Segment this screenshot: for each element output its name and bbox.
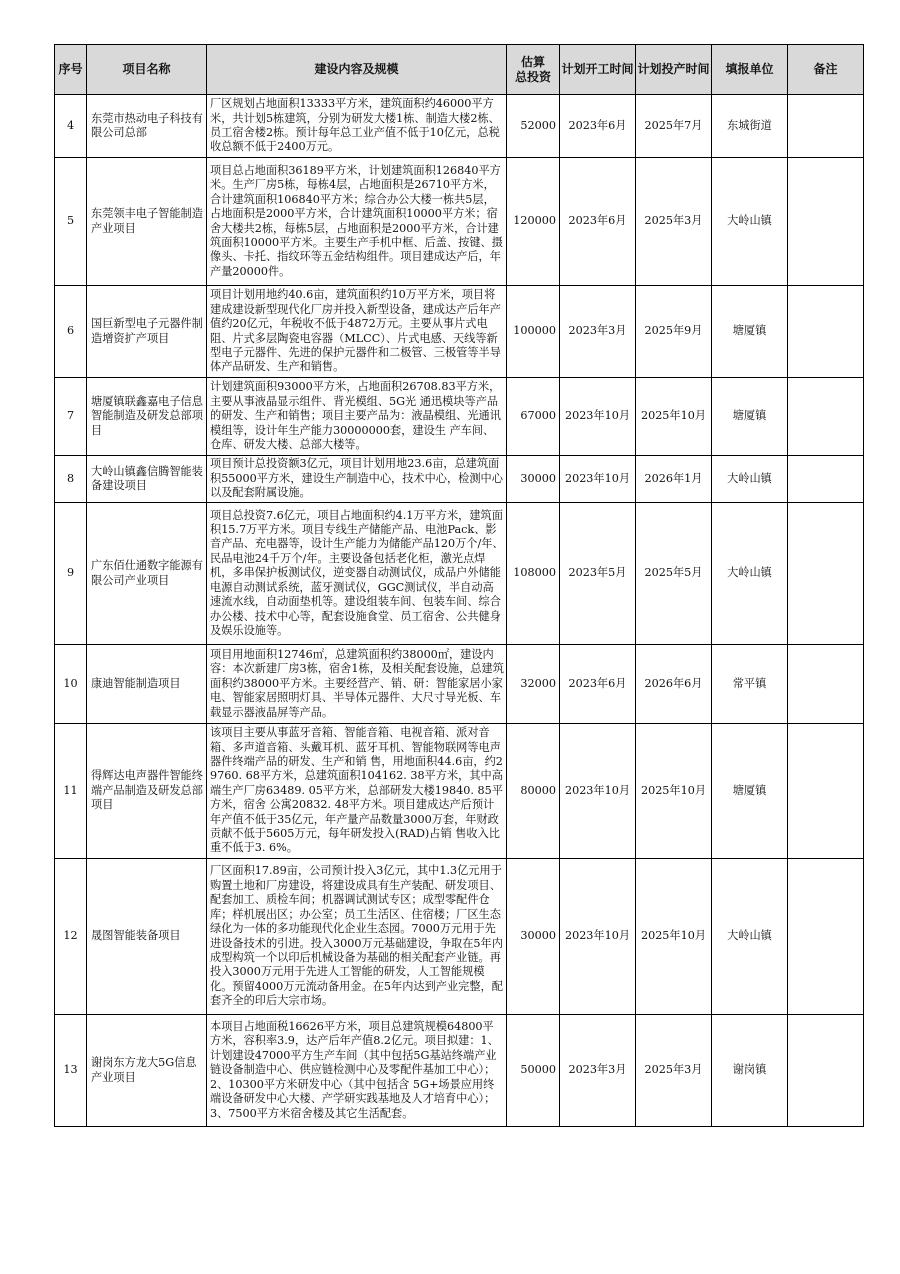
cell-remark (788, 286, 864, 378)
cell-unit: 大岭山镇 (712, 158, 788, 286)
table-row (55, 724, 864, 859)
cell-content: 该项目主要从事蓝牙音箱、智能音箱、电视音箱、派对音箱、多声道音箱、头戴耳机、蓝牙耳机、智能物联网等电声器件终端产品的研发、生产和销 售，用地面积44.6亩，约29760. 68平方米，总建筑面积104162. 38平方米，其中高端生产厂房63489. 05平方米，总部研发大楼19840. 85平方米，宿舍 公寓20832. 48平方米。项目建成达产后预计年产值不低于35亿元，年产量产品数量3000万套，年财政贡献不低于5605万元，每年研发投入(RAD)占销 售收入比重不低于3. 6%。 (207, 724, 507, 859)
cell-start: 2023年6月 (560, 95, 636, 158)
header-start: 计划开工时间 (560, 45, 636, 95)
cell-operation: 2025年9月 (636, 286, 712, 378)
cell-content: 计划建筑面积93000平方米，占地面积26708.83平方米，主要从事液晶显示组件、背光模组、5G光 通迅模块等产品的研发、生产和销售；项目主要产品为：液晶模组、光通讯模组等，设计年生产能力30000000套，建设生 产车间、仓库、研发大楼、总部大楼等。 (207, 378, 507, 456)
cell-content: 厂区规划占地面积13333平方米，建筑面积约46000平方米，共计划5栋建筑，分别为研发大楼1栋、制造大楼2栋、员工宿舍楼2栋。预计每年总工业产值不低于10亿元，总税收总额不低于2400万元。 (207, 95, 507, 158)
cell-project-name: 塘厦镇联鑫嘉电子信息智能制造及研发总部项目 (87, 378, 207, 456)
cell-remark (788, 645, 864, 724)
header-investment-line1: 估算 (520, 54, 545, 69)
cell-investment: 50000 (507, 1015, 560, 1127)
header-investment-line2: 总投资 (514, 69, 551, 84)
cell-investment: 32000 (507, 645, 560, 724)
cell-seq: 10 (55, 645, 87, 724)
cell-seq: 8 (55, 456, 87, 503)
cell-investment: 100000 (507, 286, 560, 378)
cell-start: 2023年6月 (560, 158, 636, 286)
table-row (55, 456, 864, 503)
cell-unit: 大岭山镇 (712, 859, 788, 1015)
cell-seq: 6 (55, 286, 87, 378)
cell-operation: 2025年3月 (636, 158, 712, 286)
table-row (55, 286, 864, 378)
cell-start: 2023年10月 (560, 378, 636, 456)
cell-project-name: 康迪智能制造项目 (87, 645, 207, 724)
cell-content: 项目总占地面积36189平方米，计划建筑面积126840平方米。生产厂房5栋，每栋4层，占地面积是26710平方米，合计建筑面积106840平方米；综合办公大楼一栋共5层，占地面积是2000平方米，合计建筑面积10000平方米；宿舍大楼共2栋，每栋5层，占地面积是2000平方米，合计建筑面积10000平方米。主要生产手机中框、后盖、按键、摄像头、卡托、指纹环等五金结构组件。项目建成达产后，年产量20000件。 (207, 158, 507, 286)
project-table (54, 44, 864, 1127)
cell-start: 2023年10月 (560, 456, 636, 503)
cell-remark (788, 95, 864, 158)
cell-remark (788, 158, 864, 286)
cell-remark (788, 378, 864, 456)
table-row (55, 158, 864, 286)
cell-project-name: 东莞市热动电子科技有限公司总部 (87, 95, 207, 158)
cell-remark (788, 503, 864, 645)
table-row (55, 503, 864, 645)
cell-remark (788, 859, 864, 1015)
header-name: 项目名称 (87, 45, 207, 95)
cell-project-name: 谢岗东方龙大5G信息产业项目 (87, 1015, 207, 1127)
cell-unit: 大岭山镇 (712, 456, 788, 503)
cell-start: 2023年6月 (560, 645, 636, 724)
header-content: 建设内容及规模 (207, 45, 507, 95)
cell-operation: 2025年10月 (636, 859, 712, 1015)
header-unit: 填报单位 (712, 45, 788, 95)
cell-unit: 塘厦镇 (712, 286, 788, 378)
cell-start: 2023年10月 (560, 724, 636, 859)
table-row (55, 95, 864, 158)
cell-start: 2023年5月 (560, 503, 636, 645)
cell-unit: 谢岗镇 (712, 1015, 788, 1127)
cell-content: 本项目占地面税16626平方米，项目总建筑规模64800平方米，容积率3.9，达产后年产值8.2亿元。项目拟建：1、计划建设47000平方生产车间（其中包括5G基站终端产业链设备制造中心、供应链检测中心及零配件基加工中心）；2、10300平方米研发中心（其中包括含 5G+场景应用终端设备研发中心大楼、产学研实践基地及人才培育中心）；3、7500平方米宿舍楼及其它生活配套。 (207, 1015, 507, 1127)
header-investment (507, 45, 560, 95)
cell-unit: 常平镇 (712, 645, 788, 724)
cell-unit: 塘厦镇 (712, 724, 788, 859)
cell-project-name: 广东佰仕通数字能源有限公司产业项目 (87, 503, 207, 645)
cell-unit: 东城街道 (712, 95, 788, 158)
cell-content: 厂区面积17.89亩，公司预计投入3亿元，其中1.3亿元用于购置土地和厂房建设，将建设成具有生产装配、研发项目、配套加工、质检车间；机器调试测试专区；成型零配件仓库；样机展出区；办公室；员工生活区、住宿楼；厂区生态绿化为一体的多功能现代化企业生态园。7000万元用于先进设备技术的引进。投入3000万元基础建设，争取在5年内成型构筑一个以印后机械设备为基础的相关配套产业链。再投入3000万元用于先进人工智能的研发，人工智能规模化。预留4000万元流动备用金。在5年内达到产业完整，配套齐全的印后大宗市场。 (207, 859, 507, 1015)
cell-unit: 塘厦镇 (712, 378, 788, 456)
cell-project-name: 得辉达电声器件智能终端产品制造及研发总部项目 (87, 724, 207, 859)
cell-project-name: 晟图智能装备项目 (87, 859, 207, 1015)
cell-start: 2023年10月 (560, 859, 636, 1015)
table-row (55, 859, 864, 1015)
cell-content: 项目用地面积12746㎡，总建筑面积约38000㎡，建设内容：本次新建厂房3栋，宿舍1栋，及相关配套设施，总建筑面积约38000平方米。主要经营产、销、研：智能家居小家电、智能家居照明灯具、半导体元器件、大尺寸导光板、车载显示器液晶屏等产品。 (207, 645, 507, 724)
table-header-row (55, 45, 864, 95)
cell-remark (788, 456, 864, 503)
cell-operation: 2025年5月 (636, 503, 712, 645)
cell-content: 项目总投资7.6亿元，项目占地面积约4.1万平方米，建筑面积15.7万平方米。项目专线生产储能产品、电池Pack、影音产品、充电器等，设计生产能力为储能产品120万个/年、民品电池24千万个/年。主要设备包括老化柜，激光点焊机，多串保护板测试仪，逆变器自动测试仪，成品户外储能电源自动测试系统，蓝牙测试仪，GGC测试仪，半自动高速流水线，自动面垫机等。建设组装车间、包装车间、综合办公楼、技术中心等，配套设施食堂、员工宿舍、公共健身及娱乐设施等。 (207, 503, 507, 645)
table-row (55, 1015, 864, 1127)
cell-seq: 5 (55, 158, 87, 286)
cell-operation: 2026年1月 (636, 456, 712, 503)
cell-investment: 80000 (507, 724, 560, 859)
cell-seq: 12 (55, 859, 87, 1015)
header-remark: 备注 (788, 45, 864, 95)
cell-start: 2023年3月 (560, 1015, 636, 1127)
table-row (55, 378, 864, 456)
cell-investment: 108000 (507, 503, 560, 645)
cell-seq: 4 (55, 95, 87, 158)
cell-seq: 9 (55, 503, 87, 645)
cell-project-name: 大岭山镇鑫信腾智能装备建设项目 (87, 456, 207, 503)
cell-operation: 2025年10月 (636, 724, 712, 859)
cell-investment: 67000 (507, 378, 560, 456)
cell-project-name: 国巨新型电子元器件制造增资扩产项目 (87, 286, 207, 378)
cell-investment: 30000 (507, 456, 560, 503)
cell-operation: 2025年3月 (636, 1015, 712, 1127)
cell-remark (788, 1015, 864, 1127)
cell-seq: 13 (55, 1015, 87, 1127)
table-row (55, 645, 864, 724)
cell-operation: 2025年7月 (636, 95, 712, 158)
cell-unit: 大岭山镇 (712, 503, 788, 645)
cell-operation: 2026年6月 (636, 645, 712, 724)
cell-seq: 7 (55, 378, 87, 456)
cell-remark (788, 724, 864, 859)
cell-project-name: 东莞领丰电子智能制造产业项目 (87, 158, 207, 286)
header-seq: 序号 (55, 45, 87, 95)
cell-content: 项目预计总投资额3亿元，项目计划用地23.6亩，总建筑面积55000平方米，建设生产制造中心，技术中心，检测中心以及配套附属设施。 (207, 456, 507, 503)
cell-start: 2023年3月 (560, 286, 636, 378)
cell-investment: 30000 (507, 859, 560, 1015)
cell-operation: 2025年10月 (636, 378, 712, 456)
header-operation: 计划投产时间 (636, 45, 712, 95)
cell-seq: 11 (55, 724, 87, 859)
cell-content: 项目计划用地约40.6亩，建筑面积约10万平方米，项目将建成建设新型现代化厂房并投入新型设备，建成达产后年产值约20亿元，年税收不低于4872万元。主要从事片式电阻、片式多层陶瓷电容器（MLCC）、片式电感、天线等新型电子元器件、先进的保护元器件和二极管、三极管等半导体产品研发、生产和销售。 (207, 286, 507, 378)
cell-investment: 120000 (507, 158, 560, 286)
cell-investment: 52000 (507, 95, 560, 158)
